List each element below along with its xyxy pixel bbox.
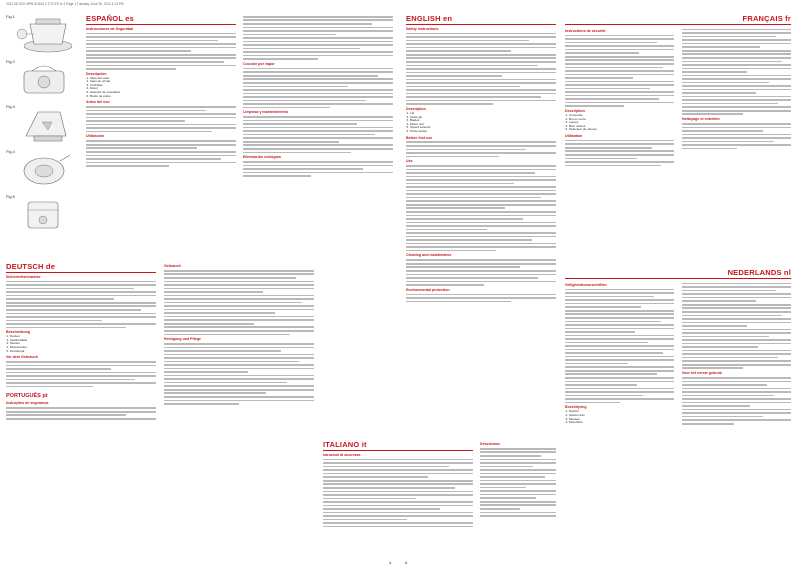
francais-col-1 (565, 27, 674, 168)
parts-list (6, 335, 156, 353)
subheading: Eliminación ecológica (243, 155, 281, 160)
section-espanol (86, 14, 236, 246)
text-block (682, 283, 791, 369)
list-item: 1. Tapa del vaso (90, 77, 236, 81)
subheading: Cleaning and maintenance (406, 253, 452, 258)
subheading: Descripción (86, 71, 107, 76)
list-item: 1. Deckel (10, 335, 156, 339)
text-block (480, 448, 556, 517)
section-rule (86, 24, 236, 25)
appliance-illustration (12, 106, 74, 144)
section-title: ITALIANO it (323, 440, 367, 449)
subheading: Beschreibung (6, 330, 30, 335)
section-title: FRANÇAIS fr (742, 14, 791, 23)
list-item: 2. Glass jar (410, 116, 556, 120)
appliance-illustration (12, 151, 74, 189)
subheading: Instrucciones de Seguridad (86, 26, 134, 31)
text-block (243, 161, 393, 177)
text-block (406, 141, 556, 157)
subheading: Description (406, 106, 426, 111)
list-item: 3. Messer (10, 342, 156, 346)
text-block (86, 33, 236, 70)
text-block (682, 123, 791, 149)
francais-col-2 (682, 27, 791, 168)
parts-list (406, 112, 556, 134)
list-item: 1. Lid (410, 112, 556, 116)
section-title: ESPAÑOL es (86, 14, 134, 23)
page-number-right: 2 (405, 560, 408, 565)
subheading: PORTUGUÊS pt (6, 393, 48, 400)
list-item: 6. Pulse button (410, 130, 556, 134)
list-item: 5. Speed selector (410, 126, 556, 130)
subheading: Nettoyage et entretien (682, 117, 720, 122)
list-item: 3. Blades (410, 119, 556, 123)
parts-list (565, 114, 674, 132)
parts-list (86, 77, 236, 99)
list-item: 2. Glasbehälter (10, 339, 156, 343)
text-block (86, 140, 236, 166)
text-block (682, 29, 791, 115)
list-item: 3. Messen (569, 418, 674, 422)
list-item: 2. Bol en verre (569, 118, 674, 122)
section-deutsch (6, 262, 156, 554)
figure-1 (6, 14, 81, 56)
text-block (565, 289, 674, 404)
francais-columns (565, 27, 791, 168)
text-block (6, 361, 156, 387)
list-item: 2. Vaso de cristal (90, 80, 236, 84)
section-deutsch-continued (164, 262, 314, 554)
blender-illustration (12, 16, 74, 54)
subheading: Utilización (86, 134, 104, 139)
text-block (323, 459, 473, 528)
text-block (565, 35, 674, 107)
figure-5 (6, 194, 81, 236)
list-item: 5. Selector de velocidad (90, 91, 236, 95)
text-block (406, 294, 556, 303)
list-item: 3. Lames (569, 121, 674, 125)
subheading: Veiligheidsvoorschriften (565, 282, 607, 287)
subheading: Safety instructions (406, 26, 439, 31)
list-item: 2. Glazen kan (569, 414, 674, 418)
section-english (406, 14, 556, 444)
figure-4 (6, 149, 81, 191)
list-item: 4. Motor (90, 87, 236, 91)
section-title: NEDERLANDS nl (727, 268, 791, 277)
section-rule (406, 24, 556, 25)
subheading: Description (565, 108, 585, 113)
figure-2 (6, 59, 81, 101)
figure-column (6, 14, 81, 239)
list-item: 1. Deksel (569, 410, 674, 414)
section-nederlands (565, 268, 791, 564)
text-block (682, 377, 791, 425)
nederlands-columns (565, 281, 791, 427)
subheading: Antes del uso (86, 100, 110, 105)
subheading: Utilisation (565, 133, 583, 138)
list-item: 1. Couvercle (569, 114, 674, 118)
subheading: Instructions de sécurité (565, 28, 606, 33)
list-item: 6. Botón de pulso (90, 95, 236, 99)
figure-label: Fig.3 (6, 104, 15, 109)
nederlands-col-2 (682, 281, 791, 427)
section-espanol-continued (243, 14, 393, 246)
subheading: Instruções de segurança (6, 401, 49, 406)
text-block (164, 343, 314, 405)
section-rule (323, 450, 473, 451)
subheading: Use (406, 159, 413, 164)
section-rule (6, 272, 156, 273)
text-block (406, 259, 556, 285)
text-block (6, 281, 156, 329)
subheading: Vor dem Gebrauch (6, 355, 38, 360)
list-item: 4. Motorsockel (10, 346, 156, 350)
list-item: 3. Cuchillas (90, 84, 236, 88)
section-rule (565, 278, 791, 279)
figure-label: Fig.4 (6, 149, 15, 154)
list-item: 5. Sélecteur de vitesse (569, 128, 674, 132)
figure-label: Fig.5 (6, 194, 15, 199)
section-rule (565, 24, 791, 25)
subheading: Sicherheitshinweise (6, 274, 41, 279)
subheading: Beschrijving (565, 405, 587, 410)
subheading: Reinigung und Pflege (164, 337, 201, 342)
text-block (406, 33, 556, 105)
list-item: 5. Drehknopf (10, 350, 156, 354)
section-title: ENGLISH en (406, 14, 453, 23)
file-header: 2012-06 SCG MPB SLBA4 2 T/70 ES fx 4 Page 1 Tuesday, June 26, 2012 4:13 PM (6, 2, 124, 6)
subheading: Gebrauch (164, 264, 181, 268)
subheading: Descrizione (480, 442, 501, 446)
appliance-illustration (12, 61, 74, 99)
section-italiano-continued (480, 440, 556, 566)
nederlands-col-1 (565, 281, 674, 427)
figure-label: Fig.1 (6, 14, 15, 19)
section-italiano (323, 440, 473, 566)
appliance-illustration (12, 196, 74, 234)
subheading: Environmental protection (406, 287, 450, 292)
subheading: Voor het eerste gebruik (682, 371, 722, 376)
page-number-left: 1 (389, 560, 392, 565)
list-item: 4. Bloc moteur (569, 125, 674, 129)
text-block (406, 165, 556, 251)
parts-list (565, 410, 674, 424)
list-item: 4. Motorblok (569, 421, 674, 425)
section-title: DEUTSCH de (6, 262, 56, 271)
subheading: Before first use (406, 135, 433, 140)
text-block (565, 140, 674, 166)
text-block (164, 270, 314, 335)
subheading: Cocción por vapor (243, 61, 275, 66)
text-block (243, 116, 393, 153)
text-block (243, 68, 393, 108)
text-block (243, 16, 393, 60)
subheading: Istruzioni di sicurezza (323, 452, 361, 457)
list-item: 4. Motor unit (410, 123, 556, 127)
figure-3 (6, 104, 81, 146)
figure-label: Fig.2 (6, 59, 15, 64)
subheading: Limpieza y mantenimiento (243, 110, 288, 115)
text-block (6, 407, 156, 419)
text-block (86, 106, 236, 132)
section-francais (565, 14, 791, 264)
